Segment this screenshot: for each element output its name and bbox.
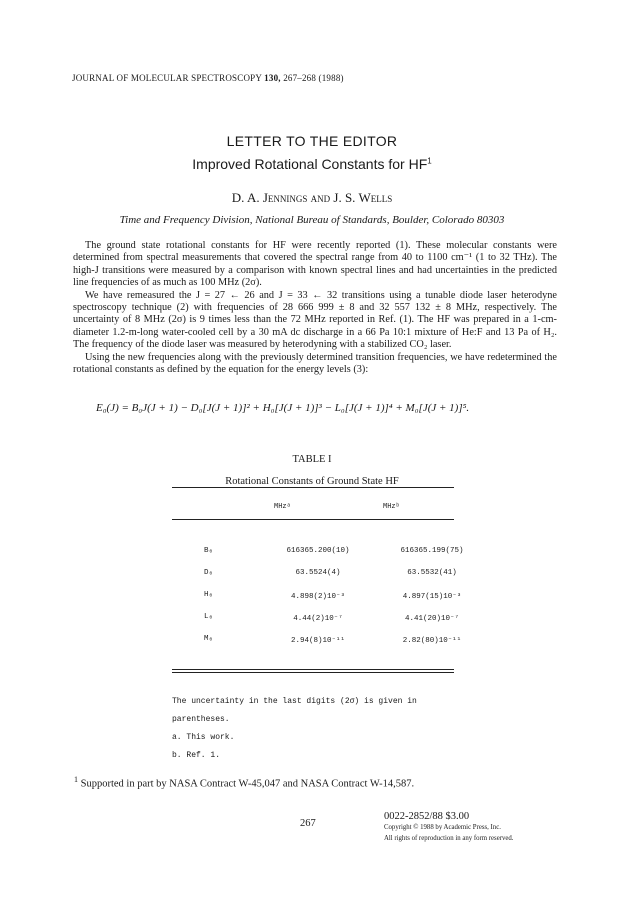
table-header-rule bbox=[172, 519, 454, 520]
row-value-b: 4.897(15)10⁻³ bbox=[402, 593, 462, 601]
row-symbol: D₀ bbox=[204, 569, 214, 577]
table-label: TABLE I bbox=[292, 454, 332, 465]
journal-header bbox=[72, 73, 344, 83]
page-title: LETTER TO THE EDITOR bbox=[226, 133, 398, 149]
row-value-a: 63.5524(4) bbox=[295, 569, 341, 577]
article-title-footnote-mark: 1 bbox=[427, 156, 432, 166]
table-bottom-rule-2 bbox=[172, 672, 454, 673]
table-note: The uncertainty in the last digits (2σ) is given in bbox=[172, 697, 417, 706]
journal-pages-year: 267–268 (1988) bbox=[283, 73, 344, 83]
journal-volume: 130, bbox=[264, 73, 281, 83]
table-header-col1: MHzᵃ bbox=[274, 503, 291, 511]
row-value-a: 616365.200(10) bbox=[286, 547, 350, 555]
article-code: 0022-2852/88 $3.00 bbox=[384, 811, 470, 822]
row-symbol: B₀ bbox=[204, 547, 214, 555]
row-value-a: 2.94(8)10⁻¹¹ bbox=[290, 637, 346, 645]
page-number: 267 bbox=[300, 818, 316, 829]
body-text bbox=[73, 240, 557, 376]
row-symbol: H₀ bbox=[204, 591, 214, 599]
row-value-b: 4.41(20)10⁻⁷ bbox=[404, 615, 460, 623]
row-value-b: 63.5532(41) bbox=[407, 569, 457, 577]
rights-line: All rights of reproduction in any form reserved. bbox=[384, 835, 514, 842]
authors: D. A. Jennings and J. S. Wells bbox=[231, 190, 393, 205]
paragraph-1: The ground state rotational constants for HF were recently reported (1). These molecular constants were determined from spectral measurements that covered the spectral range from 40 to 1100 cm⁻¹ (1 to 32 THz). The high-J transitions were measured by a comparison with known spectral lines and had uncertainties in the predicted line frequencies of as much as 100 MHz (2σ). bbox=[73, 240, 557, 289]
row-symbol: M₀ bbox=[204, 635, 214, 643]
row-value-a: 4.898(2)10⁻³ bbox=[290, 593, 346, 601]
affiliation: Time and Frequency Division, National Bureau of Standards, Boulder, Colorado 80303 bbox=[119, 214, 505, 226]
table-bottom-rule bbox=[172, 669, 454, 670]
energy-equation: E₀(J) = B₀J(J + 1) − D₀[J(J + 1)]² + H₀[J(J + 1)]³ − L₀[J(J + 1)]⁴ + M₀[J(J + 1)]⁵. bbox=[96, 402, 470, 414]
table-notes bbox=[172, 693, 417, 765]
table-row bbox=[204, 547, 504, 559]
footnote-mark: 1 bbox=[74, 775, 78, 784]
footnote-text: Supported in part by NASA Contract W-45,047 and NASA Contract W-14,587. bbox=[80, 778, 415, 790]
paragraph-2: We have remeasured the J = 27 ← 26 and J = 33 ← 32 transitions using a tunable diode laser heterodyne spectroscopy technique (2) with frequencies of 28 666 999 ± 8 and 32 557 132 ± 8 MHz, respectively. The uncertainty of 8 MHz (2σ) is 9 times less than the 72 MHz reported in Ref. (1). The HF was prepared in a 1-cm-diameter 1.2-m-long water-cooled cell by a 30 mA dc discharge in a 66 Pa 10:1 mixture of He:F and 13 Pa of H₂. The frequency of the diode laser was measured by heterodyning with a stabilized CO₂ laser. bbox=[73, 289, 557, 351]
table-row bbox=[204, 591, 504, 603]
copyright-line: Copyright © 1988 by Academic Press, Inc. bbox=[384, 824, 501, 831]
table-note: parentheses. bbox=[172, 715, 230, 724]
table-row bbox=[204, 613, 504, 625]
paragraph-3: Using the new frequencies along with the previously determined transition frequencies, we have redetermined the rotational constants as defined by the equation for the energy levels (3): bbox=[73, 351, 557, 376]
table-note: a. This work. bbox=[172, 733, 235, 742]
journal-name: JOURNAL OF MOLECULAR SPECTROSCOPY bbox=[72, 73, 262, 83]
article-title-text: Improved Rotational Constants for HF bbox=[192, 156, 428, 172]
table-header-col2: MHzᵇ bbox=[383, 503, 400, 511]
row-symbol: L₀ bbox=[204, 613, 214, 621]
table-row bbox=[204, 635, 504, 647]
row-value-b: 2.82(80)10⁻¹¹ bbox=[402, 637, 462, 645]
table-top-rule bbox=[172, 487, 454, 488]
row-value-b: 616365.199(75) bbox=[400, 547, 464, 555]
table-note: b. Ref. 1. bbox=[172, 751, 221, 760]
footnote bbox=[74, 775, 414, 790]
row-value-a: 4.44(2)10⁻⁷ bbox=[293, 615, 343, 623]
article-title bbox=[0, 156, 624, 172]
publisher-block bbox=[384, 811, 513, 844]
table-row bbox=[204, 569, 504, 581]
table-caption: Rotational Constants of Ground State HF bbox=[225, 476, 399, 487]
